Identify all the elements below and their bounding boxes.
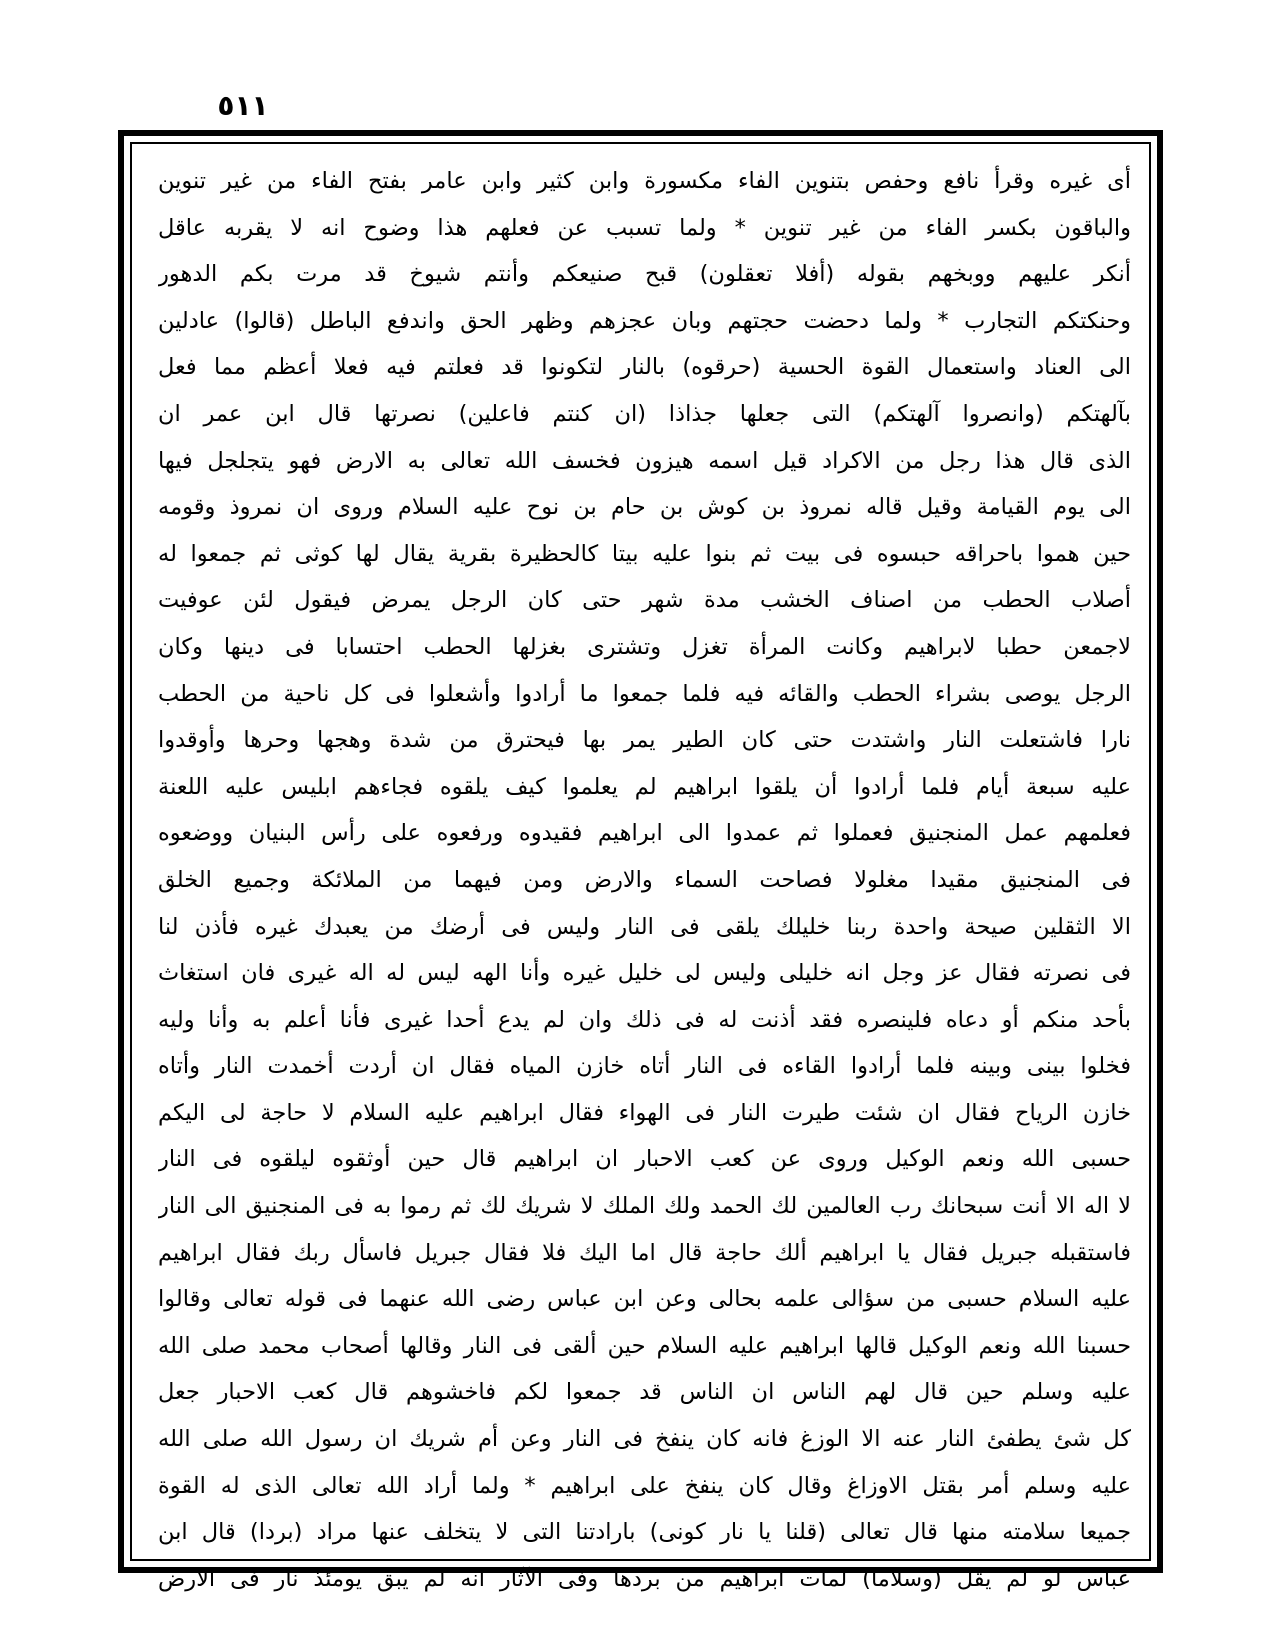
text-line: حين هموا باحراقه حبسوه فى بيت ثم بنوا عليه بيتا كالحظيرة بقرية يقال لها كوثى ثم جمعوا له xyxy=(158,540,1131,567)
text-line: الرجل يوصى بشراء الحطب والقائه فيه فلما جمعوا ما أرادوا وأشعلوا فى كل ناحية من الحطب xyxy=(158,680,1131,707)
text-line: فى المنجنيق مقيدا مغلولا فصاحت السماء والارض ومن فيهما من الملائكة وجميع الخلق xyxy=(158,866,1131,893)
text-line: الى العناد واستعمال القوة الحسية (حرقوه) بالنار لتكونوا قد فعلتم فيه فعلا أعظم مما فعل xyxy=(158,354,1131,381)
text-line: فعلمهم عمل المنجنيق فعملوا ثم عمدوا الى ابراهيم فقيدوه ورفعوه على رأس البنيان ووضعوه xyxy=(158,820,1131,847)
text-body xyxy=(158,158,1131,1592)
text-line: نارا فاشتعلت النار واشتدت حتى كان الطير يمر بها فيحترق من شدة وهجها وحرها وأوقدوا xyxy=(158,727,1131,754)
text-line: أصلاب الحطب من اصناف الخشب مدة شهر حتى كان الرجل يمرض فيقول لئن عوفيت xyxy=(158,587,1131,614)
text-line: كل شئ يطفئ النار عنه الا الوزغ فانه كان ينفخ فى النار وعن أم شريك ان رسول الله صلى الله xyxy=(158,1426,1131,1453)
text-line: عليه السلام حسبى من سؤالى علمه بحالى وعن ابن عباس رضى الله عنهما فى قوله تعالى وقالوا xyxy=(158,1286,1131,1313)
text-line: حسبى الله ونعم الوكيل وروى عن كعب الاحبار ان ابراهيم قال حين أوثقوه ليلقوه فى النار xyxy=(158,1146,1131,1173)
text-line: جميعا سلامته منها قال تعالى (قلنا يا نار كونى) بارادتنا التى لا يتخلف عنها مراد (بردا) قال ابن xyxy=(158,1519,1131,1546)
text-line: عليه سبعة أيام فلما أرادوا أن يلقوا ابراهيم لم يعلموا كيف يلقوه فجاءهم ابليس عليه اللعنة xyxy=(158,773,1131,800)
text-line: عليه وسلم أمر بقتل الاوزاغ وقال كان ينفخ على ابراهيم * ولما أراد الله تعالى الذى له القوة xyxy=(158,1472,1131,1499)
text-line: بآلهتكم (وانصروا آلهتكم) التى جعلها جذاذا (ان كنتم فاعلين) نصرتها قال ابن عمر ان xyxy=(158,400,1131,427)
text-line: عباس لو لم يقل (وسلاما) لمات ابراهيم من بردها وفى الآثار انه لم يبق يومئذ نار فى الارض xyxy=(158,1565,1131,1592)
text-line: لاجمعن حطبا لابراهيم وكانت المرأة تغزل وتشترى بغزلها الحطب احتسابا فى دينها وكان xyxy=(158,633,1131,660)
text-line: والباقون بكسر الفاء من غير تنوين * ولما تسبب عن فعلهم هذا وضوح انه لا يقربه عاقل xyxy=(158,214,1131,241)
text-line: فخلوا بينى وبينه فلما أرادوا القاءه فى النار أتاه خازن المياه فقال ان أردت أخمدت النار وأتاه xyxy=(158,1053,1131,1080)
text-line: حسبنا الله ونعم الوكيل قالها ابراهيم عليه السلام حين ألقى فى النار وقالها أصحاب محمد صلى الله xyxy=(158,1332,1131,1359)
text-line: الذى قال هذا رجل من الاكراد قيل اسمه هيزون فخسف الله تعالى به الارض فهو يتجلجل فيها xyxy=(158,447,1131,474)
text-line: فى نصرته فقال عز وجل انه خليلى وليس لى خليل غيره وأنا الهه ليس له اله غيرى فان استغاث xyxy=(158,960,1131,987)
page-number: ٥١١ xyxy=(217,89,269,122)
text-line: عليه وسلم حين قال لهم الناس ان الناس قد جمعوا لكم فاخشوهم قال كعب الاحبار جعل xyxy=(158,1379,1131,1406)
text-frame xyxy=(118,130,1163,1592)
text-line: الى يوم القيامة وقيل قاله نمروذ بن كوش بن حام بن نوح عليه السلام وروى ان نمروذ وقومه xyxy=(158,494,1131,521)
text-line: أى غيره وقرأ نافع وحفص بتنوين الفاء مكسورة وابن كثير وابن عامر بفتح الفاء من غير تنوين xyxy=(158,168,1131,194)
text-line: لا اله الا أنت سبحانك رب العالمين لك الحمد ولك الملك لا شريك لك ثم رموا به فى المنجنيق الى النار xyxy=(158,1193,1131,1220)
text-line: فاستقبله جبريل فقال يا ابراهيم ألك حاجة قال اما اليك فلا فقال جبريل فاسأل ربك فقال ابراهيم xyxy=(158,1239,1131,1266)
text-line: وحنكتكم التجارب * ولما دحضت حجتهم وبان عجزهم وظهر الحق واندفع الباطل (قالوا) عادلين xyxy=(158,307,1131,334)
text-line: أنكر عليهم ووبخهم بقوله (أفلا تعقلون) قبح صنيعكم وأنتم شيوخ قد مرت بكم الدهور xyxy=(158,261,1131,288)
text-frame-inner xyxy=(130,142,1151,1592)
text-line: خازن الرياح فقال ان شئت طيرت النار فى الهواء فقال ابراهيم عليه السلام لا حاجة لى اليكم xyxy=(158,1099,1131,1126)
text-line: الا الثقلين صيحة واحدة ربنا خليلك يلقى فى النار وليس فى أرضك من يعبدك غيره فأذن لنا xyxy=(158,913,1131,940)
text-line: بأحد منكم أو دعاه فلينصره فقد أذنت له فى ذلك وان لم يدع أحدا غيرى فأنا أعلم به وأنا وليه xyxy=(158,1006,1131,1033)
